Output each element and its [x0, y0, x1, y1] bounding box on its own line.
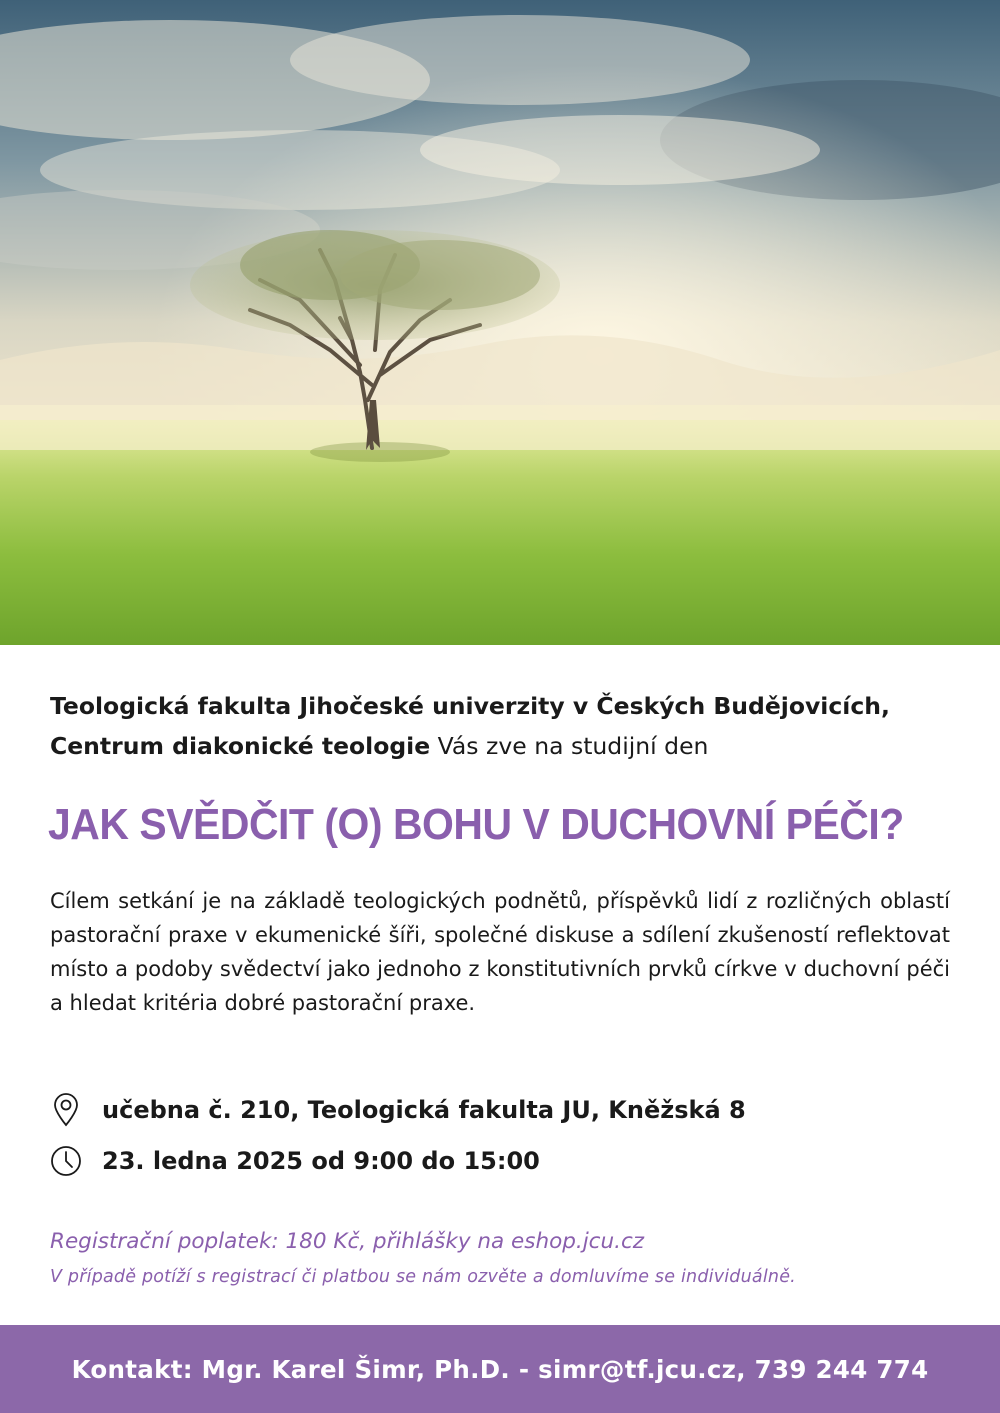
intro-invitation: Vás zve na studijní den [430, 732, 709, 760]
registration-fee: Registrační poplatek: 180 Kč, přihlášky na eshop.jcu.cz [50, 1229, 645, 1254]
hero-image-tree-meadow [0, 0, 1000, 645]
datetime-text: 23. ledna 2025 od 9:00 do 15:00 [102, 1147, 540, 1175]
intro-line-1: Teologická fakulta Jihočeské univerzity v Českých Budějovicích, [50, 692, 890, 720]
clock-icon [50, 1144, 82, 1178]
location-pin-icon [50, 1093, 82, 1127]
datetime-row [50, 1144, 540, 1178]
hero-illustration [0, 0, 1000, 645]
contact-text: Kontakt: Mgr. Karel Šimr, Ph.D. - simr@tf.jcu.cz, 739 244 774 [71, 1354, 929, 1384]
location-row [50, 1093, 746, 1127]
location-text: učebna č. 210, Teologická fakulta JU, Kněžská 8 [102, 1096, 746, 1124]
registration-note: V případě potíží s registrací či platbou se nám ozvěte a domluvíme se individuálně. [50, 1267, 796, 1287]
contact-footer [0, 1325, 1000, 1413]
event-description: Cílem setkání je na základě teologických podnětů, příspěvků lidí z rozličných oblastí pastorační praxe v ekumenické šíři, společné diskuse a sdílení zkušeností reflektovat místo a podoby svědectví jako jednoho z konstitutivních prvků církve v duchovní péči a hledat kritéria dobré pastorační praxe. [50, 889, 950, 1015]
event-title: JAK SVĚDČIT (O) BOHU V DUCHOVNÍ PÉČI? [48, 800, 904, 849]
intro-organizer: Centrum diakonické teologie [50, 732, 431, 760]
intro-text [50, 686, 950, 766]
